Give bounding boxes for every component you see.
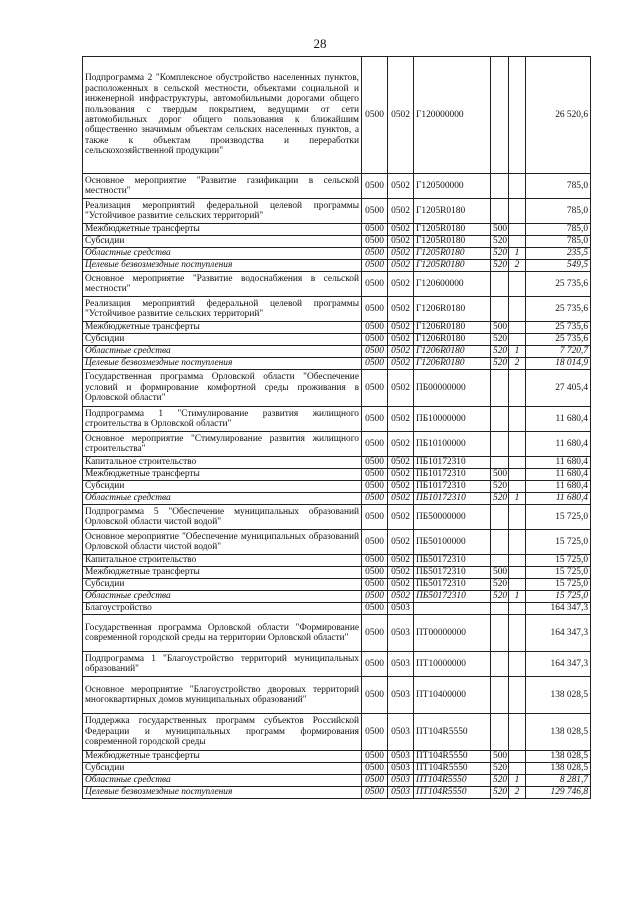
- amount: 164 347,3: [526, 615, 591, 652]
- table-row: [83, 493, 591, 505]
- target-article-code: Г1205R0180: [414, 224, 491, 236]
- table-row: [83, 457, 591, 469]
- amount: 15 725,0: [526, 530, 591, 555]
- budget-table-body: [83, 57, 591, 799]
- subsection-code: 0503: [388, 652, 414, 677]
- table-row: [83, 407, 591, 432]
- amount: 235,5: [526, 248, 591, 260]
- target-article-code: Г120600000: [414, 272, 491, 297]
- section-code: 0500: [362, 57, 388, 174]
- row-name: Межбюджетные трансферты: [83, 567, 362, 579]
- expense-type-code: [491, 530, 509, 555]
- expense-type-code: [491, 652, 509, 677]
- target-article-code: ПБ50100000: [414, 530, 491, 555]
- section-code: 0500: [362, 272, 388, 297]
- table-row: [83, 555, 591, 567]
- expense-type-code: 520: [491, 591, 509, 603]
- funding-source-code: [509, 236, 526, 248]
- subsection-code: 0502: [388, 322, 414, 334]
- amount: 25 735,6: [526, 297, 591, 322]
- row-name: Субсидии: [83, 579, 362, 591]
- section-code: 0500: [362, 763, 388, 775]
- amount: 129 746,8: [526, 787, 591, 799]
- table-row: [83, 603, 591, 615]
- subsection-code: 0502: [388, 579, 414, 591]
- amount: 785,0: [526, 174, 591, 199]
- expense-type-code: 500: [491, 469, 509, 481]
- target-article-code: ПБ10172310: [414, 457, 491, 469]
- section-code: 0500: [362, 346, 388, 358]
- target-article-code: Г1206R0180: [414, 322, 491, 334]
- section-code: 0500: [362, 603, 388, 615]
- expense-type-code: 500: [491, 224, 509, 236]
- amount: 11 680,4: [526, 407, 591, 432]
- funding-source-code: [509, 615, 526, 652]
- funding-source-code: [509, 272, 526, 297]
- section-code: 0500: [362, 322, 388, 334]
- subsection-code: 0502: [388, 591, 414, 603]
- budget-table: [82, 56, 591, 799]
- funding-source-code: [509, 322, 526, 334]
- funding-source-code: [509, 763, 526, 775]
- subsection-code: 0502: [388, 224, 414, 236]
- section-code: 0500: [362, 714, 388, 751]
- amount: 11 680,4: [526, 469, 591, 481]
- funding-source-code: [509, 297, 526, 322]
- amount: 785,0: [526, 236, 591, 248]
- target-article-code: [414, 603, 491, 615]
- expense-type-code: 520: [491, 334, 509, 346]
- row-name: Межбюджетные трансферты: [83, 224, 362, 236]
- table-row: [83, 591, 591, 603]
- funding-source-code: [509, 199, 526, 224]
- expense-type-code: [491, 297, 509, 322]
- expense-type-code: [491, 272, 509, 297]
- target-article-code: ПБ50172310: [414, 591, 491, 603]
- expense-type-code: [491, 432, 509, 457]
- row-name: Целевые безвозмездные поступления: [83, 358, 362, 370]
- amount: 11 680,4: [526, 432, 591, 457]
- expense-type-code: 520: [491, 346, 509, 358]
- table-row: [83, 174, 591, 199]
- amount: 164 347,3: [526, 652, 591, 677]
- row-name: Межбюджетные трансферты: [83, 322, 362, 334]
- amount: 15 725,0: [526, 555, 591, 567]
- table-row: [83, 57, 591, 174]
- section-code: 0500: [362, 334, 388, 346]
- section-code: 0500: [362, 407, 388, 432]
- target-article-code: ПБ10172310: [414, 481, 491, 493]
- target-article-code: Г1205R0180: [414, 199, 491, 224]
- amount: 138 028,5: [526, 763, 591, 775]
- expense-type-code: [491, 407, 509, 432]
- expense-type-code: 520: [491, 248, 509, 260]
- target-article-code: ПТ104R5550: [414, 787, 491, 799]
- amount: 27 405,4: [526, 370, 591, 407]
- target-article-code: Г120500000: [414, 174, 491, 199]
- section-code: 0500: [362, 358, 388, 370]
- section-code: 0500: [362, 224, 388, 236]
- subsection-code: 0502: [388, 432, 414, 457]
- target-article-code: ПТ10400000: [414, 677, 491, 714]
- section-code: 0500: [362, 248, 388, 260]
- subsection-code: 0502: [388, 493, 414, 505]
- funding-source-code: [509, 652, 526, 677]
- section-code: 0500: [362, 505, 388, 530]
- row-name: Целевые безвозмездные поступления: [83, 787, 362, 799]
- expense-type-code: 520: [491, 481, 509, 493]
- amount: 8 281,7: [526, 775, 591, 787]
- row-name: Областные средства: [83, 591, 362, 603]
- target-article-code: Г1206R0180: [414, 334, 491, 346]
- target-article-code: ПБ10000000: [414, 407, 491, 432]
- section-code: 0500: [362, 297, 388, 322]
- expense-type-code: [491, 603, 509, 615]
- funding-source-code: [509, 370, 526, 407]
- row-name: Субсидии: [83, 481, 362, 493]
- subsection-code: 0502: [388, 346, 414, 358]
- row-name: Капитальное строительство: [83, 457, 362, 469]
- funding-source-code: [509, 677, 526, 714]
- subsection-code: 0503: [388, 615, 414, 652]
- target-article-code: ПТ104R5550: [414, 714, 491, 751]
- table-row: [83, 334, 591, 346]
- expense-type-code: 520: [491, 236, 509, 248]
- target-article-code: ПТ104R5550: [414, 763, 491, 775]
- expense-type-code: [491, 370, 509, 407]
- section-code: 0500: [362, 615, 388, 652]
- row-name: Субсидии: [83, 236, 362, 248]
- funding-source-code: [509, 505, 526, 530]
- target-article-code: ПТ10000000: [414, 652, 491, 677]
- table-row: [83, 272, 591, 297]
- amount: 18 014,9: [526, 358, 591, 370]
- subsection-code: 0502: [388, 370, 414, 407]
- row-name: Основное мероприятие "Обеспечение муниципальных образований Орловской области чистой водой": [83, 530, 362, 555]
- amount: 785,0: [526, 224, 591, 236]
- subsection-code: 0503: [388, 714, 414, 751]
- target-article-code: ПБ50172310: [414, 567, 491, 579]
- funding-source-code: [509, 555, 526, 567]
- table-row: [83, 260, 591, 272]
- section-code: 0500: [362, 236, 388, 248]
- funding-source-code: 1: [509, 248, 526, 260]
- table-row: [83, 199, 591, 224]
- section-code: 0500: [362, 260, 388, 272]
- funding-source-code: [509, 751, 526, 763]
- expense-type-code: 500: [491, 567, 509, 579]
- funding-source-code: [509, 714, 526, 751]
- subsection-code: 0502: [388, 469, 414, 481]
- expense-type-code: 520: [491, 775, 509, 787]
- section-code: 0500: [362, 457, 388, 469]
- funding-source-code: [509, 224, 526, 236]
- subsection-code: 0502: [388, 260, 414, 272]
- funding-source-code: [509, 567, 526, 579]
- amount: 11 680,4: [526, 481, 591, 493]
- expense-type-code: [491, 174, 509, 199]
- row-name: Межбюджетные трансферты: [83, 469, 362, 481]
- row-name: Областные средства: [83, 346, 362, 358]
- row-name: Целевые безвозмездные поступления: [83, 260, 362, 272]
- table-row: [83, 432, 591, 457]
- table-row: [83, 481, 591, 493]
- subsection-code: 0503: [388, 751, 414, 763]
- target-article-code: ПТ104R5550: [414, 751, 491, 763]
- row-name: Реализация мероприятий федеральной целевой программы "Устойчивое развитие сельских территорий": [83, 297, 362, 322]
- subsection-code: 0502: [388, 457, 414, 469]
- funding-source-code: [509, 174, 526, 199]
- section-code: 0500: [362, 579, 388, 591]
- amount: 138 028,5: [526, 751, 591, 763]
- subsection-code: 0503: [388, 677, 414, 714]
- subsection-code: 0503: [388, 603, 414, 615]
- subsection-code: 0502: [388, 481, 414, 493]
- section-code: 0500: [362, 555, 388, 567]
- expense-type-code: 520: [491, 763, 509, 775]
- amount: 785,0: [526, 199, 591, 224]
- section-code: 0500: [362, 481, 388, 493]
- target-article-code: ПБ50172310: [414, 555, 491, 567]
- target-article-code: ПБ00000000: [414, 370, 491, 407]
- table-row: [83, 775, 591, 787]
- row-name: Субсидии: [83, 334, 362, 346]
- target-article-code: Г1206R0180: [414, 297, 491, 322]
- section-code: 0500: [362, 787, 388, 799]
- amount: 11 680,4: [526, 457, 591, 469]
- subsection-code: 0502: [388, 272, 414, 297]
- row-name: Основное мероприятие "Развитие газификации в сельской местности": [83, 174, 362, 199]
- row-name: Капитальное строительство: [83, 555, 362, 567]
- expense-type-code: [491, 677, 509, 714]
- section-code: 0500: [362, 469, 388, 481]
- expense-type-code: 520: [491, 787, 509, 799]
- section-code: 0500: [362, 174, 388, 199]
- funding-source-code: 1: [509, 591, 526, 603]
- target-article-code: Г1205R0180: [414, 260, 491, 272]
- row-name: Областные средства: [83, 248, 362, 260]
- row-name: Поддержка государственных программ субъектов Российской Федерации и муниципальных программ формирования современной городской среды: [83, 714, 362, 751]
- funding-source-code: [509, 530, 526, 555]
- page-number: 28: [313, 36, 327, 51]
- row-name: Государственная программа Орловской области "Формирование современной городской среды на территории Орловской области": [83, 615, 362, 652]
- expense-type-code: [491, 457, 509, 469]
- funding-source-code: [509, 603, 526, 615]
- subsection-code: 0502: [388, 57, 414, 174]
- funding-source-code: [509, 457, 526, 469]
- subsection-code: 0502: [388, 236, 414, 248]
- subsection-code: 0502: [388, 567, 414, 579]
- table-row: [83, 346, 591, 358]
- funding-source-code: [509, 432, 526, 457]
- expense-type-code: [491, 199, 509, 224]
- target-article-code: Г1206R0180: [414, 346, 491, 358]
- table-row: [83, 652, 591, 677]
- funding-source-code: 1: [509, 493, 526, 505]
- subsection-code: 0503: [388, 787, 414, 799]
- section-code: 0500: [362, 530, 388, 555]
- funding-source-code: [509, 57, 526, 174]
- section-code: 0500: [362, 775, 388, 787]
- funding-source-code: [509, 334, 526, 346]
- table-row: [83, 358, 591, 370]
- subsection-code: 0503: [388, 775, 414, 787]
- row-name: Основное мероприятие "Развитие водоснабжения в сельской местности": [83, 272, 362, 297]
- amount: 15 725,0: [526, 579, 591, 591]
- table-row: [83, 236, 591, 248]
- subsection-code: 0503: [388, 763, 414, 775]
- amount: 25 735,6: [526, 322, 591, 334]
- funding-source-code: 1: [509, 346, 526, 358]
- target-article-code: Г1205R0180: [414, 236, 491, 248]
- row-name: Подпрограмма 5 "Обеспечение муниципальных образований Орловской области чистой водой": [83, 505, 362, 530]
- amount: 15 725,0: [526, 567, 591, 579]
- amount: 138 028,5: [526, 677, 591, 714]
- row-name: Подпрограмма 1 "Благоустройство территорий муниципальных образований": [83, 652, 362, 677]
- funding-source-code: 2: [509, 260, 526, 272]
- section-code: 0500: [362, 493, 388, 505]
- expense-type-code: [491, 57, 509, 174]
- section-code: 0500: [362, 751, 388, 763]
- subsection-code: 0502: [388, 174, 414, 199]
- amount: 11 680,4: [526, 493, 591, 505]
- expense-type-code: 520: [491, 579, 509, 591]
- table-row: [83, 322, 591, 334]
- amount: 549,5: [526, 260, 591, 272]
- table-row: [83, 567, 591, 579]
- row-name: Областные средства: [83, 493, 362, 505]
- row-name: Межбюджетные трансферты: [83, 751, 362, 763]
- funding-source-code: [509, 579, 526, 591]
- row-name: Государственная программа Орловской области "Обеспечение условий и формирование комфортной среды проживания в Орловской области": [83, 370, 362, 407]
- table-row: [83, 763, 591, 775]
- section-code: 0500: [362, 432, 388, 457]
- section-code: 0500: [362, 567, 388, 579]
- target-article-code: ПБ10172310: [414, 469, 491, 481]
- subsection-code: 0502: [388, 505, 414, 530]
- table-row: [83, 370, 591, 407]
- table-row: [83, 297, 591, 322]
- row-name: Реализация мероприятий федеральной целевой программы "Устойчивое развитие сельских территорий": [83, 199, 362, 224]
- amount: 15 725,0: [526, 505, 591, 530]
- subsection-code: 0502: [388, 407, 414, 432]
- subsection-code: 0502: [388, 297, 414, 322]
- expense-type-code: [491, 615, 509, 652]
- subsection-code: 0502: [388, 334, 414, 346]
- section-code: 0500: [362, 199, 388, 224]
- expense-type-code: 520: [491, 493, 509, 505]
- target-article-code: ПБ10172310: [414, 493, 491, 505]
- section-code: 0500: [362, 677, 388, 714]
- expense-type-code: 500: [491, 322, 509, 334]
- section-code: 0500: [362, 591, 388, 603]
- row-name: Областные средства: [83, 775, 362, 787]
- expense-type-code: [491, 505, 509, 530]
- target-article-code: Г1205R0180: [414, 248, 491, 260]
- table-row: [83, 615, 591, 652]
- table-row: [83, 714, 591, 751]
- target-article-code: ПБ50000000: [414, 505, 491, 530]
- amount: 25 735,6: [526, 334, 591, 346]
- amount: 26 520,6: [526, 57, 591, 174]
- amount: 15 725,0: [526, 591, 591, 603]
- target-article-code: Г1206R0180: [414, 358, 491, 370]
- amount: 7 720,7: [526, 346, 591, 358]
- table-row: [83, 530, 591, 555]
- row-name: Субсидии: [83, 763, 362, 775]
- table-row: [83, 579, 591, 591]
- funding-source-code: 2: [509, 358, 526, 370]
- target-article-code: Г120000000: [414, 57, 491, 174]
- target-article-code: ПБ50172310: [414, 579, 491, 591]
- target-article-code: ПТ00000000: [414, 615, 491, 652]
- funding-source-code: [509, 407, 526, 432]
- row-name: Благоустройство: [83, 603, 362, 615]
- table-row: [83, 677, 591, 714]
- row-name: Подпрограмма 2 "Комплексное обустройство населенных пунктов, расположенных в сельской местности, объектами социальной и инженерной инфраструктуры, автомобильными дорогами общего пользования с твердым покрытием, ведущими от сети автомобильных дорог общего пользования к ближайшим общественно значимым объектам сельских населенных пунктов, а также к объектам производства и переработки сельскохозяйственной продукции": [83, 57, 362, 174]
- expense-type-code: [491, 714, 509, 751]
- expense-type-code: 520: [491, 260, 509, 272]
- target-article-code: ПБ10100000: [414, 432, 491, 457]
- row-name: Подпрограмма 1 "Стимулирование развития жилищного строительства в Орловской области": [83, 407, 362, 432]
- subsection-code: 0502: [388, 358, 414, 370]
- table-row: [83, 751, 591, 763]
- section-code: 0500: [362, 370, 388, 407]
- expense-type-code: 520: [491, 358, 509, 370]
- funding-source-code: 2: [509, 787, 526, 799]
- table-row: [83, 224, 591, 236]
- row-name: Основное мероприятие "Стимулирование развития жилищного строительства": [83, 432, 362, 457]
- table-row: [83, 787, 591, 799]
- table-row: [83, 505, 591, 530]
- expense-type-code: [491, 555, 509, 567]
- funding-source-code: [509, 469, 526, 481]
- subsection-code: 0502: [388, 555, 414, 567]
- subsection-code: 0502: [388, 248, 414, 260]
- row-name: Основное мероприятие "Благоустройство дворовых территорий многоквартирных домов муниципальных образований": [83, 677, 362, 714]
- section-code: 0500: [362, 652, 388, 677]
- table-row: [83, 248, 591, 260]
- amount: 164 347,3: [526, 603, 591, 615]
- amount: 25 735,6: [526, 272, 591, 297]
- target-article-code: ПТ104R5550: [414, 775, 491, 787]
- subsection-code: 0502: [388, 530, 414, 555]
- expense-type-code: 500: [491, 751, 509, 763]
- funding-source-code: 1: [509, 775, 526, 787]
- funding-source-code: [509, 481, 526, 493]
- subsection-code: 0502: [388, 199, 414, 224]
- amount: 138 028,5: [526, 714, 591, 751]
- table-row: [83, 469, 591, 481]
